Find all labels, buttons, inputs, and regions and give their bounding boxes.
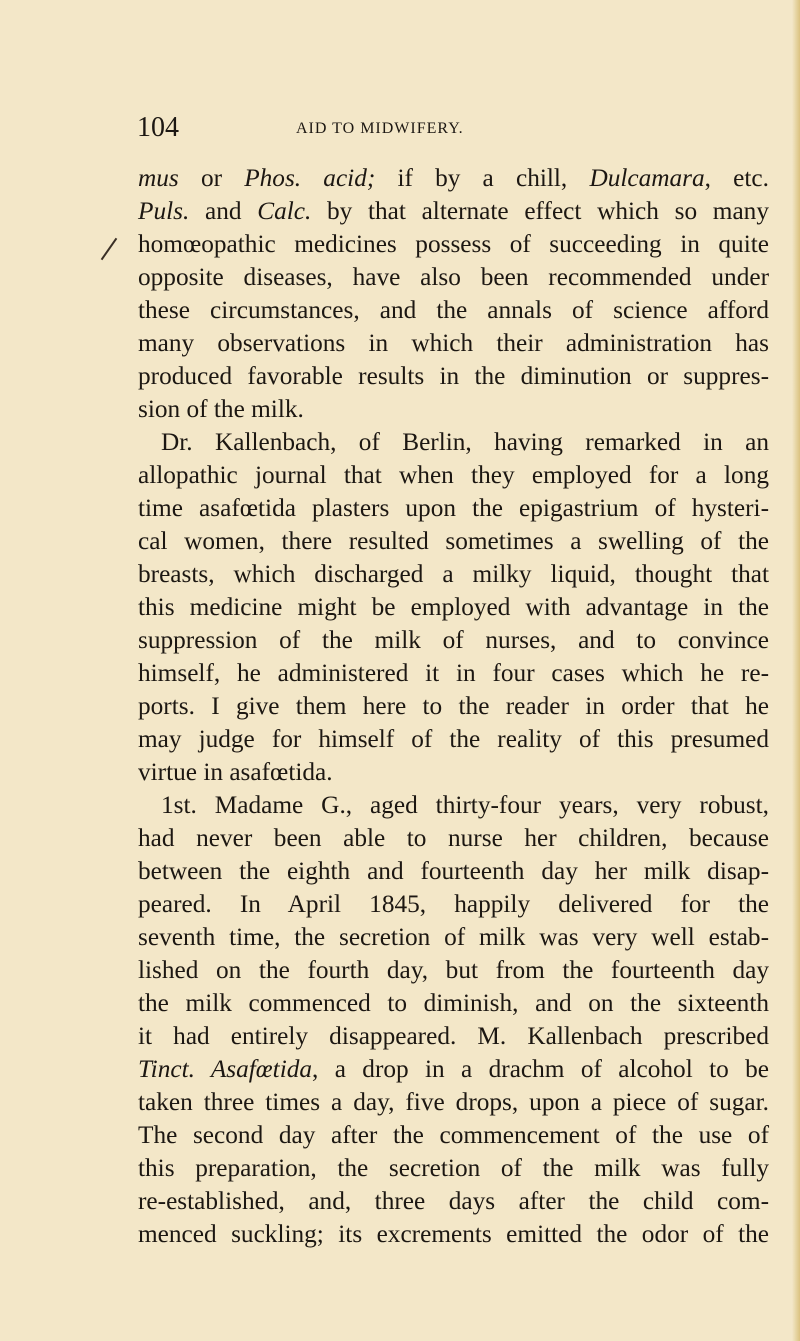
text-line: re-established, and, three days after the child com- <box>138 1187 769 1215</box>
text-line: virtue in asafœtida. <box>138 758 333 786</box>
text-line: ports. I give them here to the reader in order that he <box>138 692 769 720</box>
text-line: opposite diseases, have also been recommended under <box>138 263 769 291</box>
text-line: sion of the milk. <box>138 395 304 423</box>
text-line: Puls. and Calc. by that alternate effect which so many <box>138 197 769 225</box>
page-edge-stain <box>792 0 800 1341</box>
text-line: 1st. Madame G., aged thirty-four years, very robust, <box>161 791 769 819</box>
text-line: The second day after the commencement of the use of <box>138 1121 769 1149</box>
page-number: 104 <box>137 112 179 143</box>
text-line: suppression of the milk of nurses, and to convince <box>138 626 769 654</box>
text-line: breasts, which discharged a milky liquid, thought that <box>138 560 769 588</box>
text-line: mus or Phos. acid; if by a chill, Dulcamara, etc. <box>138 164 769 192</box>
text-line: may judge for himself of the reality of this presumed <box>138 725 769 753</box>
text-line: this medicine might be employed with advantage in the <box>138 593 769 621</box>
text-line: taken three times a day, five drops, upon a piece of sugar. <box>138 1088 769 1116</box>
text-line: seventh time, the secretion of milk was very well estab- <box>138 923 769 951</box>
text-line: these circumstances, and the annals of science afford <box>138 296 769 324</box>
text-line: lished on the fourth day, but from the fourteenth day <box>138 956 769 984</box>
text-line: Dr. Kallenbach, of Berlin, having remarked in an <box>161 428 769 456</box>
text-line: had never been able to nurse her children, because <box>138 824 769 852</box>
text-line: himself, he administered it in four cases which he re- <box>138 659 769 687</box>
text-line: between the eighth and fourteenth day her milk disap- <box>138 857 769 885</box>
text-line: produced favorable results in the diminution or suppres- <box>138 362 769 390</box>
running-head: AID TO MIDWIFERY. <box>296 120 464 137</box>
text-line: the milk commenced to diminish, and on the sixteenth <box>138 989 769 1017</box>
margin-mark <box>101 238 118 260</box>
text-line: it had entirely disappeared. M. Kallenbach prescribed <box>138 1022 769 1050</box>
text-line: peared. In April 1845, happily delivered for the <box>138 890 769 918</box>
text-line: cal women, there resulted sometimes a swelling of the <box>138 527 769 555</box>
text-line: allopathic journal that when they employed for a long <box>138 461 769 489</box>
text-line: homœopathic medicines possess of succeeding in quite <box>138 230 769 258</box>
text-line: many observations in which their administration has <box>138 329 769 357</box>
text-line: Tinct. Asafœtida, a drop in a drachm of alcohol to be <box>138 1055 769 1083</box>
text-line: this preparation, the secretion of the milk was fully <box>138 1154 769 1182</box>
text-line: time asafœtida plasters upon the epigastrium of hysteri- <box>138 494 769 522</box>
text-line: menced suckling; its excrements emitted the odor of the <box>138 1220 769 1248</box>
